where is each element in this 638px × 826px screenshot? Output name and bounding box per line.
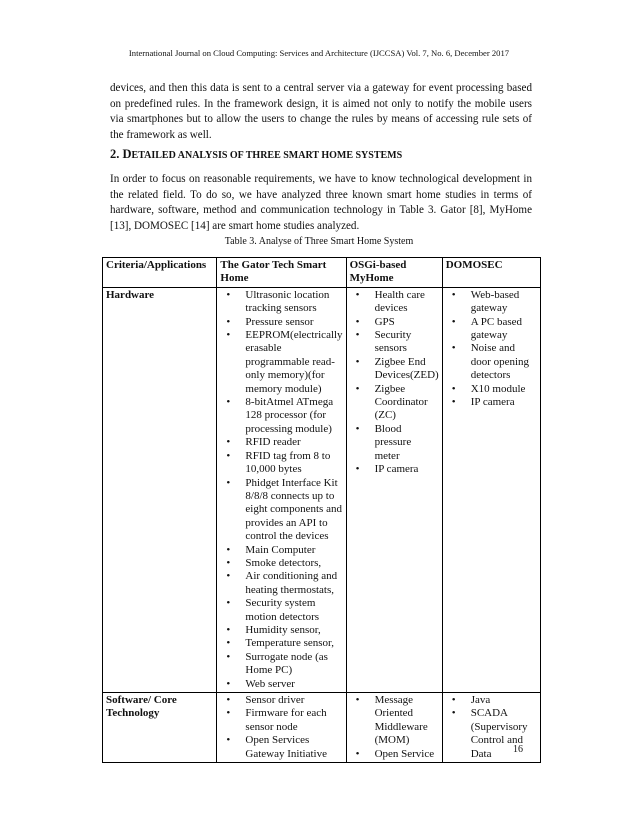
- list-item: • Humidity sensor,: [220, 624, 342, 637]
- list-item: • Java: [446, 694, 537, 707]
- bullet-list: [220, 694, 342, 761]
- section-heading: [110, 147, 402, 162]
- list-item: • Zigbee Coordinator (ZC): [350, 383, 439, 423]
- list-item: • X10 module: [446, 383, 537, 396]
- list-item: • Web-based gateway: [446, 289, 537, 316]
- header-myhome: OSGi-based MyHome: [346, 258, 442, 288]
- list-item: • RFID tag from 8 to 10,000 bytes: [220, 450, 342, 477]
- list-item: • Blood pressure meter: [350, 423, 439, 463]
- cell-myhome: [346, 693, 442, 763]
- table-row: [103, 287, 541, 692]
- list-item: • Zigbee End Devices(ZED): [350, 356, 439, 383]
- list-item: • Message Oriented Middleware (MOM): [350, 694, 439, 748]
- list-item: • Open Service: [350, 748, 439, 761]
- list-item: • SCADA (Supervisory Control and Data: [446, 707, 537, 761]
- list-item: • Pressure sensor: [220, 316, 342, 329]
- list-item: • Web server: [220, 678, 342, 691]
- list-item: • Sensor driver: [220, 694, 342, 707]
- comparison-table: [102, 257, 541, 763]
- section-title-initial: D: [122, 147, 132, 161]
- cell-gator: [217, 693, 346, 763]
- table-header-row: [103, 258, 541, 288]
- list-item: • Firmware for each sensor node: [220, 707, 342, 734]
- list-item: • IP camera: [350, 463, 439, 476]
- list-item: • Air conditioning and heating thermostats,: [220, 570, 342, 597]
- list-item: • Surrogate node (as Home PC): [220, 651, 342, 678]
- cell-domosec: [442, 287, 540, 692]
- section-title-rest: ETAILED ANALYSIS OF THREE SMART HOME SYSTEMS: [131, 150, 403, 161]
- list-item: • A PC based gateway: [446, 316, 537, 343]
- list-item: • Security system motion detectors: [220, 597, 342, 624]
- list-item: • Security sensors: [350, 329, 439, 356]
- list-item: • Main Computer: [220, 544, 342, 557]
- list-item: • RFID reader: [220, 436, 342, 449]
- table-caption: Table 3. Analyse of Three Smart Home System: [224, 236, 414, 247]
- list-item: • 8-bitAtmel ATmega 128 processor (for processing module): [220, 396, 342, 436]
- list-item: • EEPROM(electrically erasable programmable read-only memory)(for memory module): [220, 329, 342, 396]
- bullet-list: [446, 694, 537, 761]
- page-number: 16: [513, 744, 523, 755]
- header-domosec: DOMOSEC: [442, 258, 540, 288]
- header-criteria: Criteria/Applications: [103, 258, 217, 288]
- running-head: International Journal on Cloud Computing: Services and Architecture (IJCCSA) Vol. 7, No. 6, December 2017: [128, 48, 510, 58]
- bullet-list: [350, 694, 439, 761]
- bullet-list: [350, 289, 439, 477]
- row-label: Software/ Core Technology: [103, 693, 217, 763]
- header-gator: The Gator Tech Smart Home: [217, 258, 346, 288]
- list-item: • Health care devices: [350, 289, 439, 316]
- paragraph-analysis: In order to focus on reasonable requirements, we have to know technological development in the related field. To do so, we have analyzed three known smart home studies in terms of hardware, software, method and communication technology in Table 3. Gator [8], MyHome [13], DOMOSEC [14] are smart home studies analyzed.: [110, 173, 532, 232]
- table-body: [103, 287, 541, 762]
- list-item: • Phidget Interface Kit 8/8/8 connects up to eight components and provides an API to control the devices: [220, 477, 342, 544]
- list-item: • Noise and door opening detectors: [446, 342, 537, 382]
- list-item: • Open Services Gateway Initiative: [220, 734, 342, 761]
- bullet-list: [446, 289, 537, 410]
- list-item: • IP camera: [446, 396, 537, 409]
- cell-myhome: [346, 287, 442, 692]
- section-number: 2.: [110, 147, 120, 161]
- list-item: • GPS: [350, 316, 439, 329]
- cell-domosec: [442, 693, 540, 763]
- row-label: Hardware: [103, 287, 217, 692]
- table-row: [103, 693, 541, 763]
- list-item: • Temperature sensor,: [220, 637, 342, 650]
- bullet-list: [220, 289, 342, 691]
- cell-gator: [217, 287, 346, 692]
- list-item: • Ultrasonic location tracking sensors: [220, 289, 342, 316]
- list-item: • Smoke detectors,: [220, 557, 342, 570]
- paragraph-intro: devices, and then this data is sent to a central server via a gateway for event processing based on predefined rules. In the framework design, it is aimed not only to notify the mobile users via smartphones but to allow the users to change the rules by means of accessing rule sets of the framework as well.: [110, 82, 532, 141]
